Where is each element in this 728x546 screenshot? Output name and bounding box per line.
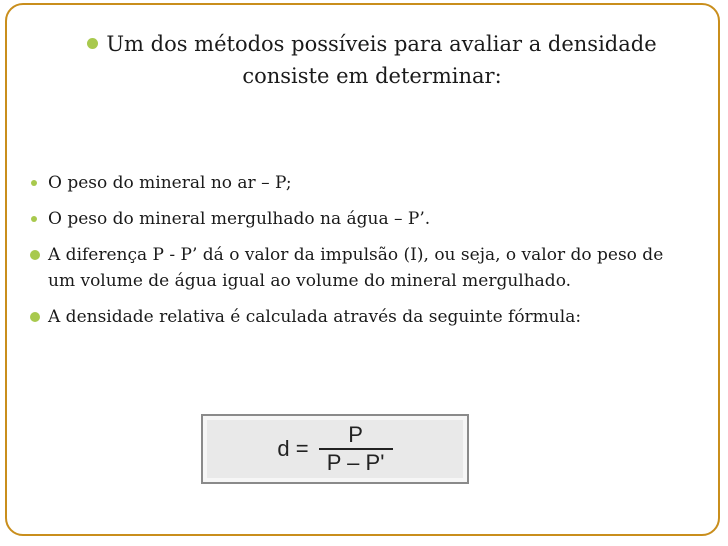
list-item-text: O peso do mineral no ar – P;: [48, 173, 292, 193]
list-item: [28, 242, 668, 294]
slide-title: [52, 28, 692, 92]
bullet-list: [28, 170, 668, 340]
list-item-text: O peso do mineral mergulhado na água – P’.: [48, 209, 431, 229]
list-item: [28, 304, 668, 330]
bullet-icon: [31, 216, 37, 222]
formula-denominator: P – P': [326, 450, 385, 475]
formula-numerator: P: [348, 422, 363, 447]
bullet-icon: [31, 180, 37, 186]
bullet-icon: [87, 38, 98, 49]
formula-lhs: d =: [277, 436, 309, 461]
list-item-text: A densidade relativa é calculada através da seguinte fórmula:: [48, 307, 582, 327]
title-line-2: consiste em determinar:: [242, 64, 502, 88]
formula-fraction: [319, 423, 393, 475]
title-line-1: Um dos métodos possíveis para avaliar a densidade: [106, 32, 657, 56]
list-item: [28, 206, 668, 232]
bullet-icon: [30, 250, 40, 260]
list-item: [28, 170, 668, 196]
formula-image: [201, 414, 469, 484]
list-item-text: A diferença P - P’ dá o valor da impulsão (I), ou seja, o valor do peso de um volume de água igual ao volume do mineral mergulhado.: [48, 245, 664, 291]
bullet-icon: [30, 312, 40, 322]
density-formula: [203, 416, 467, 482]
